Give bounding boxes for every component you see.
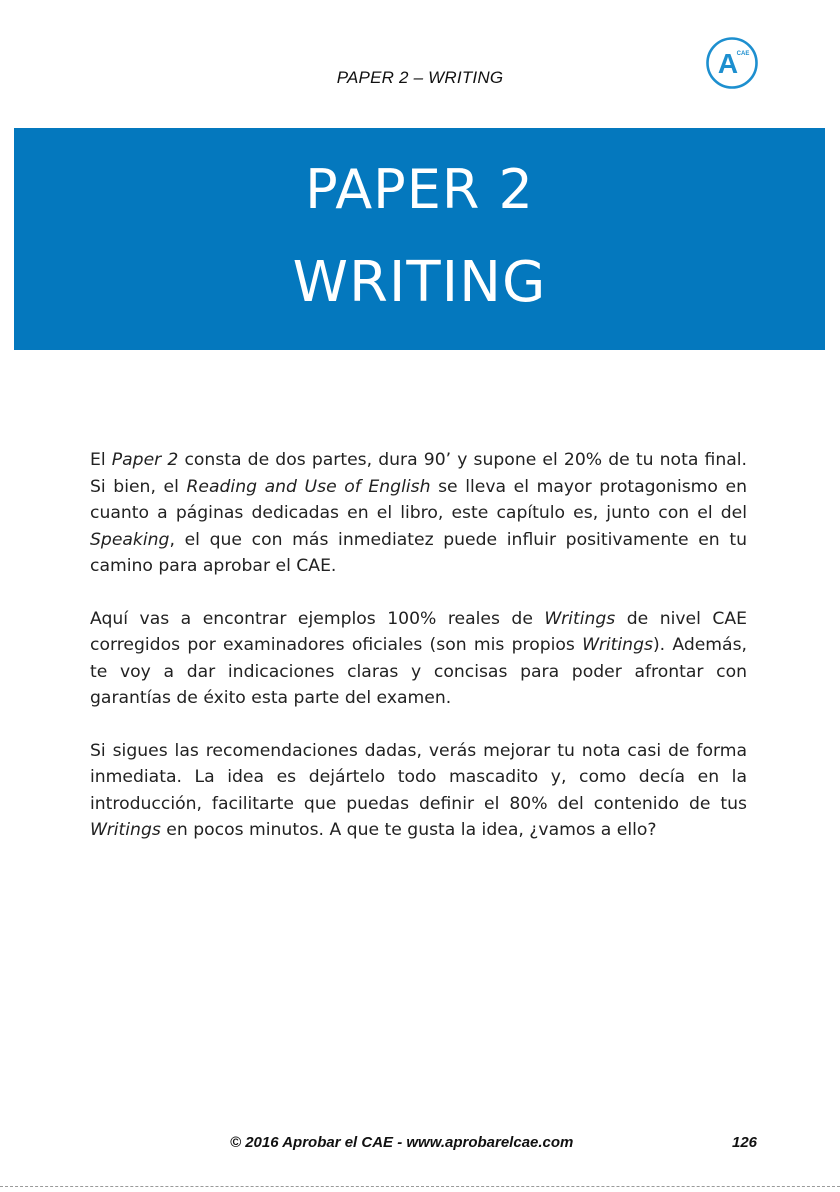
text-run: Aquí vas a encontrar ejemplos 100% reales de — [90, 608, 545, 629]
paragraph-3 — [90, 738, 747, 844]
italic-term: Writings — [582, 635, 653, 655]
banner-line-2: WRITING — [292, 250, 547, 315]
text-run: El — [90, 450, 112, 470]
text-run: en pocos minutos. A que te gusta la idea, ¿vamos a ello? — [160, 820, 657, 840]
footer-copyright: © 2016 Aprobar el CAE - www.aprobarelcae.com — [230, 1134, 574, 1151]
body-text — [90, 447, 747, 870]
paragraph-2 — [90, 606, 747, 712]
bottom-divider — [0, 1186, 840, 1187]
text-run: , el que con más inmediatez puede influir positivamente en tu camino para aprobar el CAE. — [90, 529, 747, 576]
text-run: de nivel CAE corregidos por examinadores oficiales (son mis propios — [90, 608, 747, 655]
text-run: se lleva el mayor protagonismo en cuanto a páginas dedicadas en el libro, este capítulo es, junto con el del — [90, 476, 748, 523]
text-run: consta de dos partes, dura 90’ y supone el 20% de tu nota final. Si bien, el — [90, 450, 747, 497]
chapter-banner — [14, 128, 825, 350]
logo-small-text: CAE — [736, 51, 750, 57]
italic-term: Writings — [544, 608, 616, 629]
italic-term: Writings — [90, 820, 161, 840]
italic-term: Reading and Use of English — [186, 476, 431, 497]
italic-term: Paper 2 — [111, 450, 179, 470]
paragraph-1 — [90, 447, 747, 580]
banner-line-1: PAPER 2 — [305, 158, 534, 221]
text-run: ). Además, te voy a dar indicaciones claras y concisas para poder afrontar con garantías de éxito esta parte del examen. — [90, 635, 747, 708]
cae-logo — [705, 36, 759, 90]
logo-letter: A — [717, 48, 739, 79]
running-header-title: PAPER 2 – WRITING — [336, 68, 504, 87]
text-run: Si sigues las recomendaciones dadas, verás mejorar tu nota casi de forma inmediata. La idea es dejártelo todo mascadito y, como decía en la introducción, facilitarte que puedas definir el 80% del contenido de tus — [90, 740, 747, 814]
italic-term: Speaking — [90, 529, 170, 550]
page-number: 126 — [732, 1134, 758, 1151]
